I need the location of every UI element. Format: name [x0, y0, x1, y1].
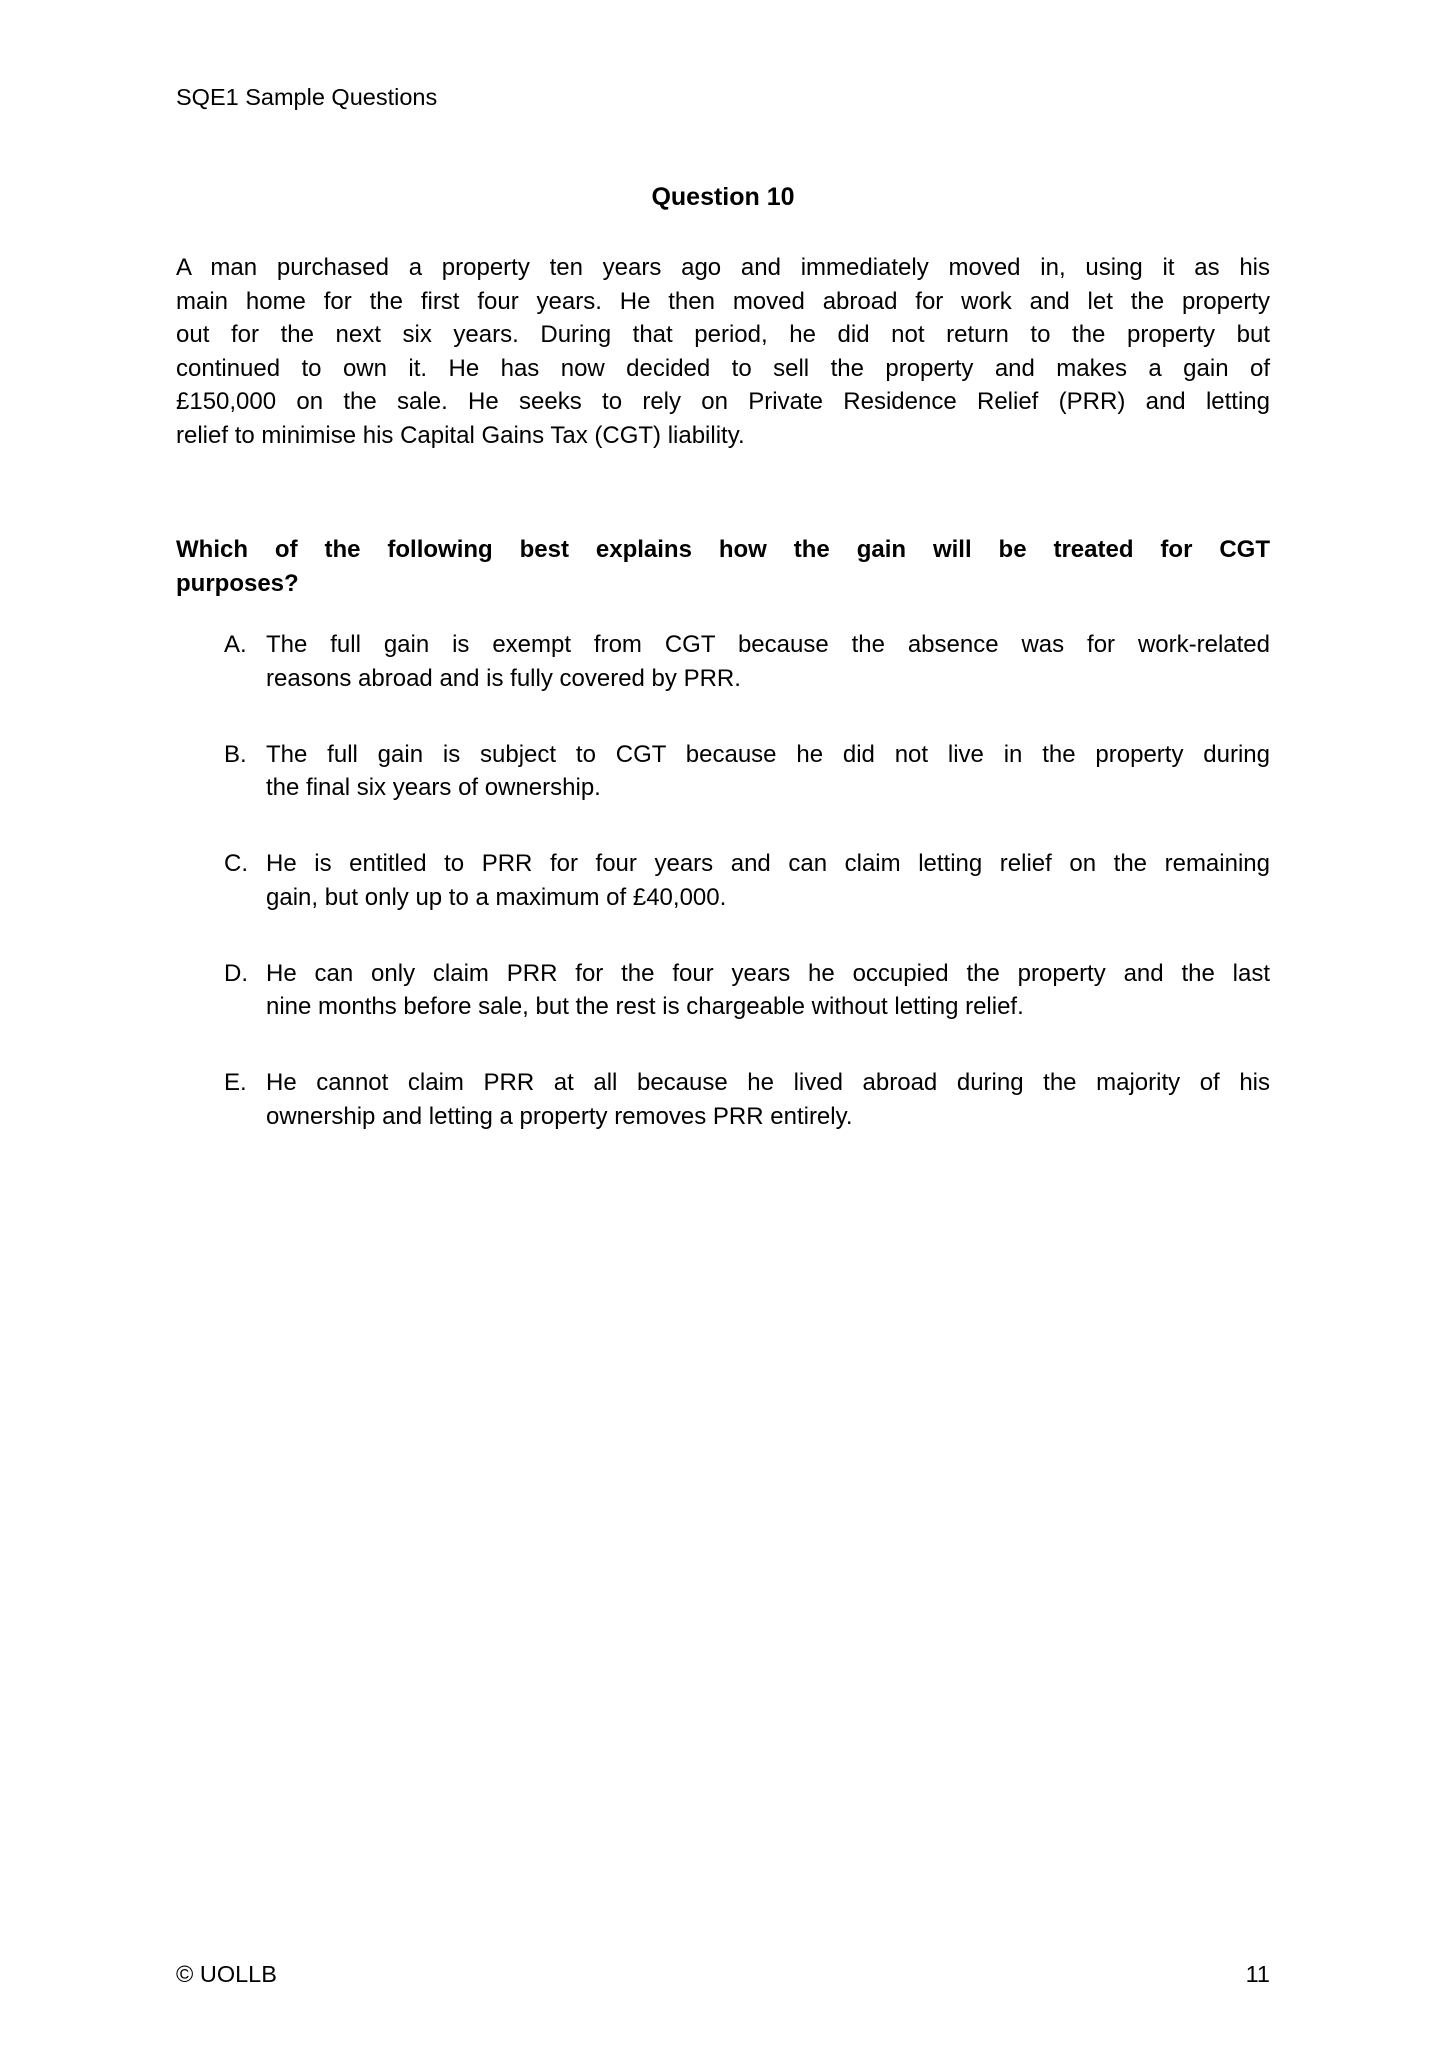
document-header: SQE1 Sample Questions — [176, 84, 438, 110]
option-line: He cannot claim PRR at all because he lived abroad during the majority of his — [266, 1069, 1270, 1096]
answer-option-d — [176, 957, 1270, 1024]
copyright-notice: © UOLLB — [176, 1961, 277, 1987]
intro-line: out for the next six years. During that period, he did not return to the property but — [176, 321, 1270, 348]
option-line: The full gain is exempt from CGT because the absence was for work-related — [266, 631, 1270, 658]
option-label: C. — [224, 850, 248, 877]
option-label: B. — [224, 740, 247, 768]
option-line: The full gain is subject to CGT because he did not live in the property during — [266, 740, 1270, 768]
option-label: E. — [224, 1069, 247, 1096]
option-line: reasons abroad and is fully covered by PRR. — [266, 664, 741, 692]
option-line: gain, but only up to a maximum of £40,000. — [266, 883, 727, 911]
option-label: A. — [224, 631, 247, 658]
intro-line: A man purchased a property ten years ago and immediately moved in, using it as his — [176, 254, 1270, 281]
option-line: the final six years of ownership. — [266, 774, 601, 801]
intro-line: main home for the first four years. He then moved abroad for work and let the property — [176, 287, 1270, 315]
answer-option-c — [176, 847, 1270, 914]
option-line: He is entitled to PRR for four years and can claim letting relief on the remaining — [266, 850, 1270, 877]
intro-line: continued to own it. He has now decided to sell the property and makes a gain of — [176, 354, 1270, 382]
answer-options — [176, 628, 1270, 1176]
stem-line: purposes? — [176, 569, 299, 597]
option-line: nine months before sale, but the rest is chargeable without letting relief. — [266, 993, 1024, 1020]
intro-line: relief to minimise his Capital Gains Tax (CGT) liability. — [176, 421, 745, 449]
intro-line: £150,000 on the sale. He seeks to rely on Private Residence Relief (PRR) and letting — [176, 388, 1270, 415]
answer-option-e — [176, 1066, 1270, 1133]
answer-option-b — [176, 738, 1270, 805]
option-label: D. — [224, 959, 248, 987]
option-line: He can only claim PRR for the four years he occupied the property and the last — [266, 959, 1270, 987]
page-number: 11 — [1245, 1961, 1270, 1987]
question-intro — [176, 251, 1270, 452]
question-stem — [176, 533, 1270, 600]
answer-option-a — [176, 628, 1270, 695]
question-title: Question 10 — [651, 183, 795, 211]
option-line: ownership and letting a property removes PRR entirely. — [266, 1102, 853, 1130]
stem-line: Which of the following best explains how the gain will be treated for CGT — [176, 536, 1270, 563]
